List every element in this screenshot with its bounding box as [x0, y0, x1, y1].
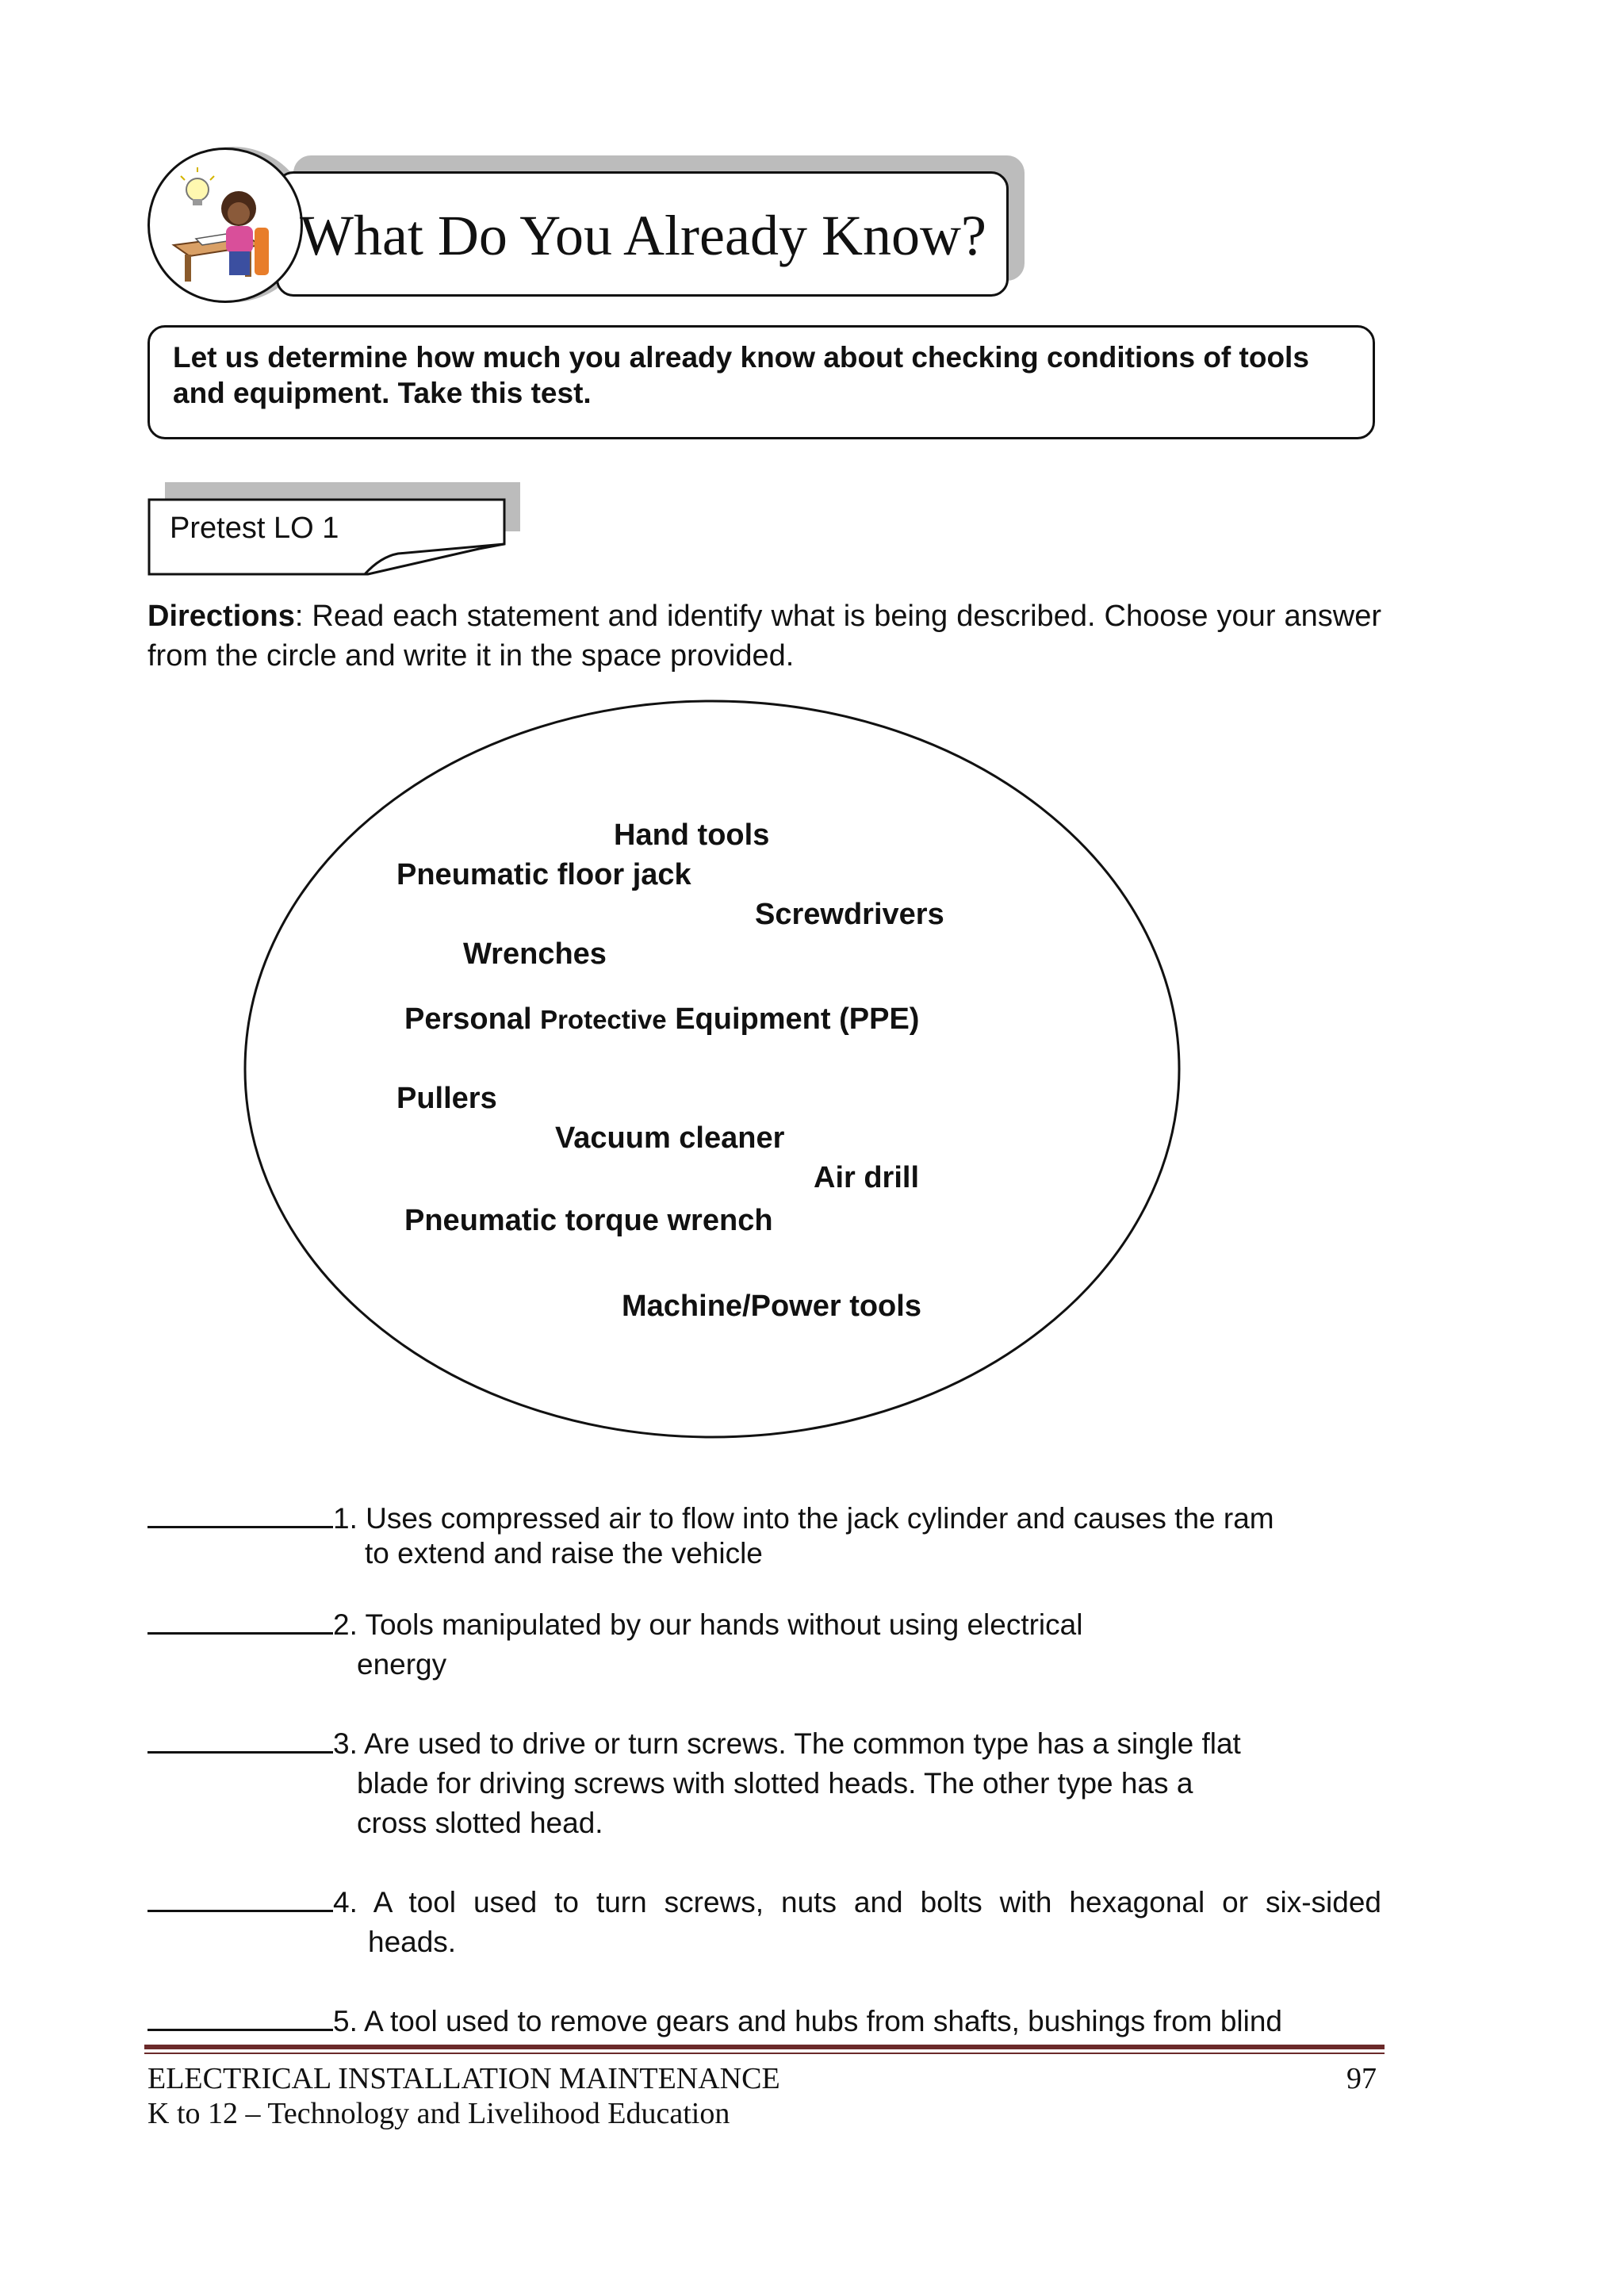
section-title: What Do You Already Know? — [300, 204, 986, 267]
question-3 — [147, 1724, 1385, 1843]
question-4-number: 4. — [333, 1886, 358, 1918]
student-reading-icon — [150, 150, 301, 301]
choice-pneumatic-torque-wrench: Pneumatic torque wrench — [404, 1204, 773, 1237]
directions-label: Directions — [147, 600, 295, 633]
question-4-text-line1: A tool used to turn screws, nuts and bolts with hexagonal or six-sided — [357, 1886, 1381, 1918]
question-1-text-line1: Uses compressed air to flow into the jack cylinder and causes the ram — [357, 1502, 1274, 1535]
choice-vacuum-cleaner: Vacuum cleaner — [555, 1121, 785, 1155]
footer-page-number: 97 — [1346, 2062, 1377, 2095]
answer-blank-2[interactable] — [147, 1605, 333, 1635]
choice-pullers: Pullers — [396, 1082, 497, 1115]
question-5-number: 5. — [333, 2005, 358, 2037]
question-3-text-line2: blade for driving screws with slotted heads. The other type has a — [357, 1767, 1193, 1800]
footer-rule-thick — [144, 2045, 1385, 2049]
choice-ppe-part1: Personal — [404, 1002, 541, 1036]
student-illustration — [147, 148, 303, 303]
question-3-number: 3. — [333, 1727, 358, 1760]
choices-ellipse — [243, 698, 1182, 1440]
question-2-text-line2: energy — [357, 1648, 447, 1681]
choice-air-drill: Air drill — [814, 1161, 920, 1194]
question-1-text-line2: to extend and raise the vehicle — [365, 1537, 763, 1570]
choice-pneumatic-floor-jack: Pneumatic floor jack — [396, 858, 691, 891]
directions-paragraph — [147, 596, 1381, 676]
question-3-text-line1: Are used to drive or turn screws. The common type has a single flat — [357, 1727, 1241, 1760]
choice-ppe — [404, 1001, 919, 1038]
question-2-number: 2. — [333, 1608, 358, 1641]
answer-blank-5[interactable] — [147, 2002, 333, 2031]
question-4-text-line2: heads. — [368, 1926, 457, 1958]
question-1-number: 1. — [333, 1502, 358, 1535]
question-1 — [147, 1499, 1385, 1573]
question-5-text-line1: A tool used to remove gears and hubs from shafts, bushings from blind — [357, 2005, 1283, 2037]
intro-text: Let us determine how much you already know about checking conditions of tools and equipment. Take this test. — [173, 341, 1309, 409]
directions-text: : Read each statement and identify what is being described. Choose your answer from the circle and write it in the space provided. — [147, 600, 1381, 673]
choice-ppe-part3: Equipment (PPE) — [666, 1002, 920, 1036]
question-3-text-line3: cross slotted head. — [357, 1807, 603, 1839]
answer-blank-1[interactable] — [147, 1499, 333, 1528]
choice-machine-power-tools: Machine/Power tools — [622, 1290, 921, 1323]
footer-rule-thin — [144, 2053, 1385, 2054]
choice-wrenches: Wrenches — [463, 937, 607, 971]
answer-blank-3[interactable] — [147, 1724, 333, 1754]
question-4 — [147, 1883, 1381, 1962]
answer-blank-4[interactable] — [147, 1883, 333, 1912]
pretest-label: Pretest LO 1 — [170, 512, 339, 545]
question-5 — [147, 2002, 1385, 2041]
question-2-text-line1: Tools manipulated by our hands without using electrical — [357, 1608, 1083, 1641]
footer-course: ELECTRICAL INSTALLATION MAINTENANCE — [147, 2062, 780, 2095]
footer-program: K to 12 – Technology and Livelihood Education — [147, 2097, 730, 2130]
choice-screwdrivers: Screwdrivers — [755, 898, 944, 931]
choice-ppe-part2: Protective — [540, 1005, 667, 1034]
choice-hand-tools: Hand tools — [614, 818, 770, 852]
question-2 — [147, 1605, 1385, 1685]
